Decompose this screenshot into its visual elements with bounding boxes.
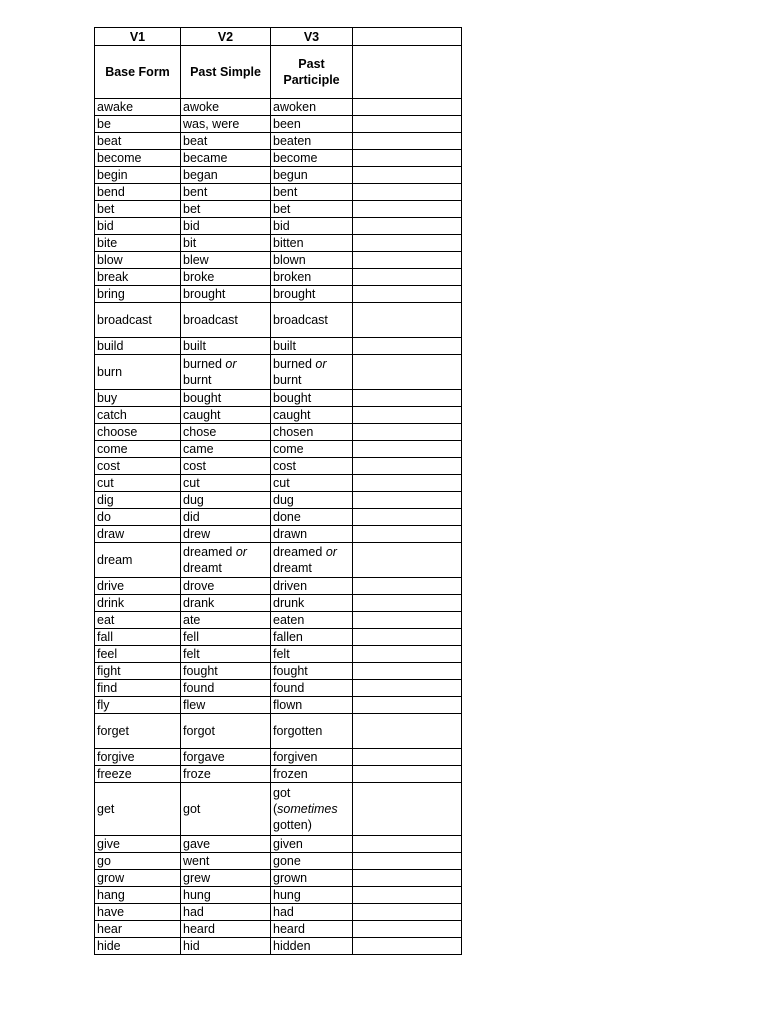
cell-empty (353, 595, 462, 612)
table-row (95, 509, 462, 526)
table-row (95, 853, 462, 870)
cell-v3: dreamed or dreamt (271, 543, 353, 578)
table-row (95, 887, 462, 904)
cell-empty (353, 938, 462, 955)
cell-v2: bet (181, 201, 271, 218)
cell-v1: forget (95, 714, 181, 749)
table-row (95, 680, 462, 697)
cell-v2: began (181, 167, 271, 184)
table-row (95, 441, 462, 458)
cell-v2: burned or burnt (181, 355, 271, 390)
table-row (95, 595, 462, 612)
header-extra (353, 46, 462, 99)
cell-v3: dug (271, 492, 353, 509)
cell-v2: did (181, 509, 271, 526)
cell-v2: became (181, 150, 271, 167)
table-row (95, 99, 462, 116)
cell-v2: chose (181, 424, 271, 441)
table-row (95, 629, 462, 646)
cell-v3: caught (271, 407, 353, 424)
cell-empty (353, 870, 462, 887)
cell-empty (353, 612, 462, 629)
cell-v2: flew (181, 697, 271, 714)
cell-empty (353, 201, 462, 218)
cell-v1: hang (95, 887, 181, 904)
cell-v1: freeze (95, 766, 181, 783)
table-row (95, 407, 462, 424)
cell-v3: eaten (271, 612, 353, 629)
cell-v3: bid (271, 218, 353, 235)
cell-v2: got (181, 783, 271, 836)
cell-v2: caught (181, 407, 271, 424)
cell-empty (353, 629, 462, 646)
cell-empty (353, 904, 462, 921)
cell-empty (353, 458, 462, 475)
table-row (95, 475, 462, 492)
cell-v3: had (271, 904, 353, 921)
cell-v3: bitten (271, 235, 353, 252)
cell-v3: flown (271, 697, 353, 714)
cell-empty (353, 150, 462, 167)
cell-v3: drunk (271, 595, 353, 612)
cell-v3: felt (271, 646, 353, 663)
cell-v2: drove (181, 578, 271, 595)
cell-v2: blew (181, 252, 271, 269)
cell-empty (353, 252, 462, 269)
cell-v3: drawn (271, 526, 353, 543)
cell-v2: bid (181, 218, 271, 235)
cell-v2: bit (181, 235, 271, 252)
cell-empty (353, 303, 462, 338)
cell-v2: felt (181, 646, 271, 663)
cell-empty (353, 783, 462, 836)
table-row (95, 252, 462, 269)
cell-empty (353, 269, 462, 286)
table-row (95, 697, 462, 714)
cell-v1: do (95, 509, 181, 526)
table-row (95, 269, 462, 286)
cell-v3: driven (271, 578, 353, 595)
header-v1: V1 (95, 28, 181, 46)
cell-v1: come (95, 441, 181, 458)
table-row (95, 714, 462, 749)
cell-v2: gave (181, 836, 271, 853)
table-row (95, 184, 462, 201)
cell-v1: drink (95, 595, 181, 612)
cell-v1: break (95, 269, 181, 286)
table-row (95, 338, 462, 355)
irregular-verbs-table (94, 27, 462, 955)
cell-v2: was, were (181, 116, 271, 133)
cell-empty (353, 218, 462, 235)
cell-v3: heard (271, 921, 353, 938)
cell-v1: broadcast (95, 303, 181, 338)
cell-v2: broke (181, 269, 271, 286)
cell-v1: beat (95, 133, 181, 150)
cell-empty (353, 766, 462, 783)
table-row (95, 904, 462, 921)
cell-v2: drew (181, 526, 271, 543)
cell-v3: fought (271, 663, 353, 680)
cell-v1: get (95, 783, 181, 836)
cell-v2: found (181, 680, 271, 697)
cell-empty (353, 526, 462, 543)
cell-v2: dug (181, 492, 271, 509)
cell-v1: grow (95, 870, 181, 887)
cell-v3: grown (271, 870, 353, 887)
table-row (95, 783, 462, 836)
cell-v3: found (271, 680, 353, 697)
table-row (95, 578, 462, 595)
table-row (95, 201, 462, 218)
cell-v1: buy (95, 390, 181, 407)
cell-empty (353, 646, 462, 663)
cell-v1: fall (95, 629, 181, 646)
cell-empty (353, 887, 462, 904)
cell-v1: burn (95, 355, 181, 390)
header-base-form: Base Form (95, 46, 181, 99)
table-row (95, 646, 462, 663)
cell-v2: heard (181, 921, 271, 938)
cell-empty (353, 167, 462, 184)
cell-v2: hung (181, 887, 271, 904)
cell-v3: begun (271, 167, 353, 184)
cell-v1: eat (95, 612, 181, 629)
table-row (95, 492, 462, 509)
cell-empty (353, 286, 462, 303)
cell-empty (353, 697, 462, 714)
cell-empty (353, 133, 462, 150)
table-row (95, 612, 462, 629)
cell-empty (353, 475, 462, 492)
cell-v3: broken (271, 269, 353, 286)
table-row (95, 303, 462, 338)
cell-v1: begin (95, 167, 181, 184)
cell-v3: forgiven (271, 749, 353, 766)
cell-v1: bend (95, 184, 181, 201)
table-row (95, 355, 462, 390)
table-row (95, 458, 462, 475)
cell-v3: beaten (271, 133, 353, 150)
cell-empty (353, 749, 462, 766)
cell-v3: forgotten (271, 714, 353, 749)
cell-v1: dig (95, 492, 181, 509)
cell-v1: find (95, 680, 181, 697)
cell-v2: forgave (181, 749, 271, 766)
header-v4 (353, 28, 462, 46)
cell-v3: frozen (271, 766, 353, 783)
table-row (95, 663, 462, 680)
cell-empty (353, 407, 462, 424)
cell-v3: bent (271, 184, 353, 201)
cell-v1: go (95, 853, 181, 870)
cell-v2: dreamed or dreamt (181, 543, 271, 578)
cell-empty (353, 390, 462, 407)
cell-v3: bought (271, 390, 353, 407)
cell-v2: went (181, 853, 271, 870)
cell-v1: draw (95, 526, 181, 543)
cell-v1: hear (95, 921, 181, 938)
cell-v2: cost (181, 458, 271, 475)
table-row (95, 150, 462, 167)
cell-v1: cost (95, 458, 181, 475)
cell-v3: awoken (271, 99, 353, 116)
cell-empty (353, 921, 462, 938)
cell-v2: hid (181, 938, 271, 955)
cell-v3: gone (271, 853, 353, 870)
cell-v1: catch (95, 407, 181, 424)
table-row (95, 938, 462, 955)
table-row (95, 167, 462, 184)
cell-empty (353, 424, 462, 441)
cell-v3: cut (271, 475, 353, 492)
header-past-simple: Past Simple (181, 46, 271, 99)
table-row (95, 218, 462, 235)
table-row (95, 116, 462, 133)
cell-empty (353, 680, 462, 697)
cell-v1: give (95, 836, 181, 853)
cell-v1: forgive (95, 749, 181, 766)
cell-v3: fallen (271, 629, 353, 646)
cell-v3: broadcast (271, 303, 353, 338)
cell-v1: bet (95, 201, 181, 218)
cell-v2: came (181, 441, 271, 458)
cell-v2: grew (181, 870, 271, 887)
cell-v2: broadcast (181, 303, 271, 338)
header-past-participle: Past Participle (271, 46, 353, 99)
cell-v2: brought (181, 286, 271, 303)
table-row (95, 390, 462, 407)
cell-v3: burned or burnt (271, 355, 353, 390)
cell-v2: bought (181, 390, 271, 407)
header-row-labels (95, 46, 462, 99)
cell-v3: come (271, 441, 353, 458)
table-row (95, 424, 462, 441)
table-row (95, 870, 462, 887)
cell-v1: bring (95, 286, 181, 303)
header-v3: V3 (271, 28, 353, 46)
table-row (95, 921, 462, 938)
table-row (95, 836, 462, 853)
cell-empty (353, 338, 462, 355)
cell-v2: bent (181, 184, 271, 201)
cell-v2: drank (181, 595, 271, 612)
cell-v1: choose (95, 424, 181, 441)
cell-empty (353, 853, 462, 870)
cell-v2: fell (181, 629, 271, 646)
table-row (95, 286, 462, 303)
cell-v1: become (95, 150, 181, 167)
cell-empty (353, 492, 462, 509)
cell-empty (353, 663, 462, 680)
cell-v3: become (271, 150, 353, 167)
cell-v2: built (181, 338, 271, 355)
table-row (95, 235, 462, 252)
cell-v1: feel (95, 646, 181, 663)
cell-v3: cost (271, 458, 353, 475)
cell-v2: beat (181, 133, 271, 150)
cell-empty (353, 99, 462, 116)
cell-v1: have (95, 904, 181, 921)
cell-v3: built (271, 338, 353, 355)
cell-empty (353, 509, 462, 526)
cell-v3: blown (271, 252, 353, 269)
cell-empty (353, 578, 462, 595)
cell-v2: froze (181, 766, 271, 783)
table-row (95, 749, 462, 766)
cell-v2: forgot (181, 714, 271, 749)
table-row (95, 133, 462, 150)
cell-v1: drive (95, 578, 181, 595)
cell-v1: hide (95, 938, 181, 955)
header-row-codes (95, 28, 462, 46)
cell-v2: fought (181, 663, 271, 680)
cell-v3: hung (271, 887, 353, 904)
cell-v1: be (95, 116, 181, 133)
cell-empty (353, 235, 462, 252)
cell-v2: had (181, 904, 271, 921)
cell-v1: bid (95, 218, 181, 235)
cell-empty (353, 714, 462, 749)
cell-v3: been (271, 116, 353, 133)
cell-v3: brought (271, 286, 353, 303)
cell-empty (353, 441, 462, 458)
cell-v2: awoke (181, 99, 271, 116)
cell-v3: bet (271, 201, 353, 218)
table-row (95, 543, 462, 578)
cell-v2: ate (181, 612, 271, 629)
cell-empty (353, 116, 462, 133)
cell-v3: done (271, 509, 353, 526)
cell-v1: awake (95, 99, 181, 116)
cell-v3: hidden (271, 938, 353, 955)
cell-v1: bite (95, 235, 181, 252)
cell-v1: cut (95, 475, 181, 492)
cell-v2: cut (181, 475, 271, 492)
cell-empty (353, 836, 462, 853)
cell-empty (353, 355, 462, 390)
header-v2: V2 (181, 28, 271, 46)
table-row (95, 526, 462, 543)
cell-v3: chosen (271, 424, 353, 441)
table-row (95, 766, 462, 783)
cell-v1: build (95, 338, 181, 355)
cell-empty (353, 184, 462, 201)
cell-v3: got (sometimes gotten) (271, 783, 353, 836)
cell-v1: fight (95, 663, 181, 680)
cell-v3: given (271, 836, 353, 853)
cell-empty (353, 543, 462, 578)
cell-v1: dream (95, 543, 181, 578)
cell-v1: fly (95, 697, 181, 714)
cell-v1: blow (95, 252, 181, 269)
